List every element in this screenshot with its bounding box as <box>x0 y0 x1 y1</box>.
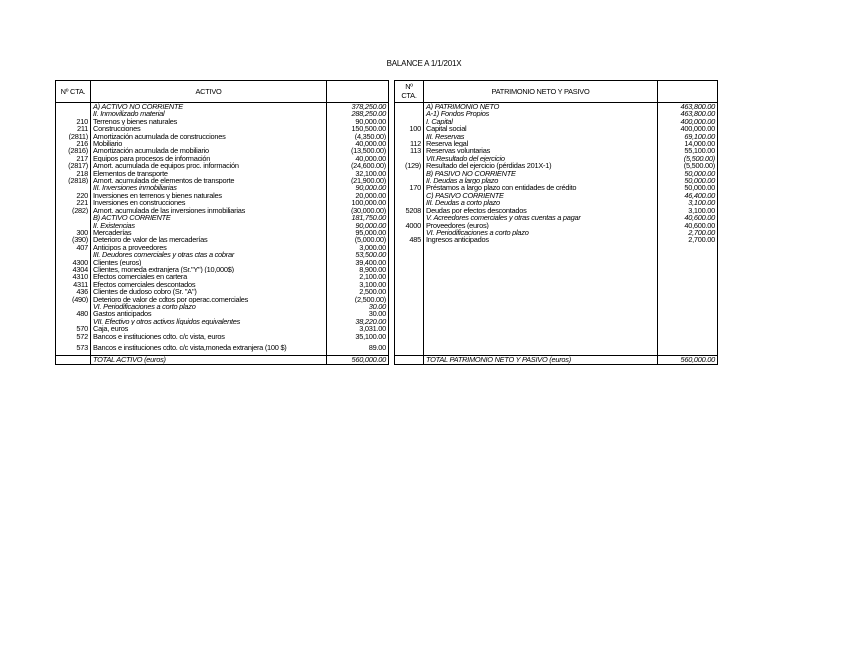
pasivo-amount <box>658 310 718 317</box>
activo-description: Clientes (euros) <box>91 259 327 266</box>
account-number-left <box>56 110 91 117</box>
activo-amount: 39,400.00 <box>327 259 389 266</box>
pasivo-description <box>424 251 658 258</box>
account-number-left <box>56 251 91 258</box>
account-number-right <box>395 333 424 340</box>
activo-amount: (13,500.00) <box>327 147 389 154</box>
pasivo-amount: 3,100.00 <box>658 199 718 206</box>
activo-description: Gastos anticipados <box>91 310 327 317</box>
pasivo-amount: 463,800.00 <box>658 103 718 111</box>
pasivo-description <box>424 288 658 295</box>
activo-description: Bancos e instituciones cdto. c/c vista,moneda extranjera (100 $) <box>91 340 327 356</box>
table-row <box>56 281 718 288</box>
total-activo-label: TOTAL ACTIVO (euros) <box>91 356 327 365</box>
pasivo-amount <box>658 273 718 280</box>
account-number-right <box>395 296 424 303</box>
header-pasivo: PATRIMONIO NETO Y PASIVO <box>424 81 658 103</box>
activo-description: Terrenos y bienes naturales <box>91 118 327 125</box>
activo-description: Inversiones en terrenos y bienes naturales <box>91 192 327 199</box>
activo-description: Caja, euros <box>91 325 327 332</box>
pasivo-amount: 40,600.00 <box>658 222 718 229</box>
pasivo-description: Resultado del ejercicio (pérdidas 201X-1) <box>424 162 658 169</box>
activo-amount: 3,100.00 <box>327 281 389 288</box>
activo-description: Amort. acumulada de las inversiones inmobiliarias <box>91 207 327 214</box>
pasivo-amount <box>658 325 718 332</box>
pasivo-amount: (5,500.00) <box>658 162 718 169</box>
account-number-right <box>395 133 424 140</box>
account-number-left <box>56 103 91 111</box>
table-row <box>56 177 718 184</box>
pasivo-amount: 2,700.00 <box>658 229 718 236</box>
table-row <box>56 207 718 214</box>
pasivo-description <box>424 310 658 317</box>
account-number-left: 480 <box>56 310 91 317</box>
pasivo-description: II. Deudas a largo plazo <box>424 177 658 184</box>
table-row <box>56 214 718 221</box>
activo-description: Bancos e instituciones cdto. c/c vista, euros <box>91 333 327 340</box>
activo-description: Elementos de transporte <box>91 170 327 177</box>
account-number-right <box>395 199 424 206</box>
pasivo-amount <box>658 340 718 356</box>
pasivo-description <box>424 259 658 266</box>
activo-description: Amortización acumulada de construcciones <box>91 133 327 140</box>
account-number-left: 217 <box>56 155 91 162</box>
activo-amount: (2,500.00) <box>327 296 389 303</box>
pasivo-amount <box>658 296 718 303</box>
table-row <box>56 310 718 317</box>
account-number-right <box>395 281 424 288</box>
account-number-left: (390) <box>56 236 91 243</box>
account-number-left: 407 <box>56 244 91 251</box>
pasivo-description: Proveedores (euros) <box>424 222 658 229</box>
activo-amount: 90,000.00 <box>327 184 389 191</box>
activo-amount: 181,750.00 <box>327 214 389 221</box>
account-number-left: 4300 <box>56 259 91 266</box>
account-number-left <box>56 222 91 229</box>
table-row <box>56 266 718 273</box>
table-row <box>56 288 718 295</box>
activo-amount: (5,000.00) <box>327 236 389 243</box>
pasivo-description: Reservas voluntarias <box>424 147 658 154</box>
account-number-right: 170 <box>395 184 424 191</box>
account-number-left: 221 <box>56 199 91 206</box>
header-activo: ACTIVO <box>91 81 327 103</box>
table-row <box>56 184 718 191</box>
pasivo-amount: 50,000.00 <box>658 177 718 184</box>
table-row <box>56 125 718 132</box>
table-row <box>56 333 718 340</box>
account-number-right <box>395 177 424 184</box>
account-number-right: 5208 <box>395 207 424 214</box>
account-number-left <box>56 184 91 191</box>
account-number-right: 485 <box>395 236 424 243</box>
pasivo-description: V. Acreedores comerciales y otras cuentas a pagar <box>424 214 658 221</box>
account-number-left: (2816) <box>56 147 91 154</box>
table-row <box>56 199 718 206</box>
account-number-left: (2817) <box>56 162 91 169</box>
activo-amount: 32,100.00 <box>327 170 389 177</box>
activo-description: Amortización acumulada de mobiliario <box>91 147 327 154</box>
total-pasivo-label: TOTAL PATRIMONIO NETO Y PASIVO (euros) <box>424 356 658 365</box>
activo-amount: 3,000.00 <box>327 244 389 251</box>
account-number-left: 436 <box>56 288 91 295</box>
activo-amount: 3,031.00 <box>327 325 389 332</box>
account-number-left: 4311 <box>56 281 91 288</box>
activo-amount: 30.00 <box>327 303 389 310</box>
account-number-right <box>395 288 424 295</box>
account-number-right <box>395 244 424 251</box>
table-row <box>56 318 718 325</box>
pasivo-amount <box>658 333 718 340</box>
balance-sheet <box>55 80 718 365</box>
pasivo-description <box>424 266 658 273</box>
pasivo-description <box>424 281 658 288</box>
header-cta-right: Nº CTA. <box>395 81 424 103</box>
activo-description: Deterioro de valor de cdtos por operac.comerciales <box>91 296 327 303</box>
table-row <box>56 244 718 251</box>
account-number-left <box>56 318 91 325</box>
account-number-right: 100 <box>395 125 424 132</box>
activo-description: Amort. acumulada de equipos proc. información <box>91 162 327 169</box>
activo-amount: 378,250.00 <box>327 103 389 111</box>
activo-description: B) ACTIVO CORRIENTE <box>91 214 327 221</box>
account-number-right <box>395 259 424 266</box>
pasivo-description: Ingresos anticipados <box>424 236 658 243</box>
table-row <box>56 170 718 177</box>
account-number-right <box>395 273 424 280</box>
activo-amount: (30,000.00) <box>327 207 389 214</box>
table-row <box>56 229 718 236</box>
activo-description: II. Inmovilizado material <box>91 110 327 117</box>
table-row <box>56 147 718 154</box>
activo-amount: 35,100.00 <box>327 333 389 340</box>
header-activo-amount <box>327 81 389 103</box>
activo-description: VI. Periodificaciones a corto plazo <box>91 303 327 310</box>
account-number-right <box>395 266 424 273</box>
table-row <box>56 251 718 258</box>
activo-description: Efectos comerciales descontados <box>91 281 327 288</box>
pasivo-amount <box>658 303 718 310</box>
pasivo-description: Capital social <box>424 125 658 132</box>
account-number-right: (129) <box>395 162 424 169</box>
activo-description: Amort. acumulada de elementos de transporte <box>91 177 327 184</box>
pasivo-description: III. Deudas a corto plazo <box>424 199 658 206</box>
pasivo-description <box>424 303 658 310</box>
account-number-right <box>395 110 424 117</box>
activo-description: Construcciones <box>91 125 327 132</box>
activo-amount: 40,000.00 <box>327 140 389 147</box>
activo-description: Clientes, moneda extranjera (Sr."Y") (10,000$) <box>91 266 327 273</box>
pasivo-amount <box>658 318 718 325</box>
account-number-right <box>395 214 424 221</box>
total-pasivo-value: 560,000.00 <box>658 356 718 365</box>
activo-description: III. Deudores comerciales y otras ctas a cobrar <box>91 251 327 258</box>
account-number-right <box>395 340 424 356</box>
pasivo-amount: 69,100.00 <box>658 133 718 140</box>
account-number-right <box>395 103 424 111</box>
account-number-left: 218 <box>56 170 91 177</box>
table-row <box>56 236 718 243</box>
activo-description: Deterioro de valor de las mercaderías <box>91 236 327 243</box>
pasivo-amount <box>658 281 718 288</box>
activo-amount: 38,220.00 <box>327 318 389 325</box>
pasivo-amount: (5,500.00) <box>658 155 718 162</box>
account-number-right: 113 <box>395 147 424 154</box>
header-pasivo-amount <box>658 81 718 103</box>
account-number-right <box>395 118 424 125</box>
page-title: BALANCE A 1/1/201X <box>386 59 462 68</box>
pasivo-description: Préstamos a largo plazo con entidades de crédito <box>424 184 658 191</box>
pasivo-amount: 400,000.00 <box>658 118 718 125</box>
pasivo-description: III. Reservas <box>424 133 658 140</box>
table-row <box>56 340 718 356</box>
pasivo-description: A-1) Fondos Propios <box>424 110 658 117</box>
activo-amount: 95,000.00 <box>327 229 389 236</box>
account-number-right: 112 <box>395 140 424 147</box>
account-number-left: (490) <box>56 296 91 303</box>
pasivo-amount <box>658 266 718 273</box>
account-number-right: 4000 <box>395 222 424 229</box>
table-row <box>56 273 718 280</box>
account-number-left: 4304 <box>56 266 91 273</box>
pasivo-description: VI. Periodificaciones a corto plazo <box>424 229 658 236</box>
table-row <box>56 259 718 266</box>
pasivo-description <box>424 318 658 325</box>
activo-description: A) ACTIVO NO CORRIENTE <box>91 103 327 111</box>
activo-amount: (24,600.00) <box>327 162 389 169</box>
activo-amount: 53,500.00 <box>327 251 389 258</box>
activo-description: Mobiliario <box>91 140 327 147</box>
account-number-left: 4310 <box>56 273 91 280</box>
activo-amount: (21,900.00) <box>327 177 389 184</box>
account-number-left <box>56 214 91 221</box>
table-row <box>56 118 718 125</box>
account-number-right <box>395 318 424 325</box>
account-number-right <box>395 303 424 310</box>
table-row <box>56 222 718 229</box>
account-number-left: 220 <box>56 192 91 199</box>
pasivo-description <box>424 273 658 280</box>
header-cta-left: Nº CTA. <box>56 81 91 103</box>
pasivo-amount: 400,000.00 <box>658 125 718 132</box>
pasivo-amount: 463,800.00 <box>658 110 718 117</box>
pasivo-description <box>424 244 658 251</box>
activo-amount: 100,000.00 <box>327 199 389 206</box>
balance-rows <box>56 103 718 356</box>
pasivo-amount <box>658 259 718 266</box>
activo-amount: 150,500.00 <box>327 125 389 132</box>
activo-description: Efectos comerciales en cartera <box>91 273 327 280</box>
pasivo-amount: 2,700.00 <box>658 236 718 243</box>
table-row <box>56 110 718 117</box>
activo-description: Clientes de dudoso cobro (Sr. "A") <box>91 288 327 295</box>
activo-amount: 40,000.00 <box>327 155 389 162</box>
pasivo-amount: 14,000.00 <box>658 140 718 147</box>
account-number-left: 210 <box>56 118 91 125</box>
account-number-right <box>395 155 424 162</box>
activo-amount: 2,500.00 <box>327 288 389 295</box>
total-activo-value: 560,000.00 <box>327 356 389 365</box>
pasivo-description: I. Capital <box>424 118 658 125</box>
activo-amount: 89.00 <box>327 340 389 356</box>
activo-amount: (4,350.00) <box>327 133 389 140</box>
account-number-left: 573 <box>56 340 91 356</box>
activo-description: III. Inversiones inmobiliarias <box>91 184 327 191</box>
activo-amount: 90,000.00 <box>327 118 389 125</box>
account-number-left: 216 <box>56 140 91 147</box>
table-row <box>56 155 718 162</box>
table-row <box>56 303 718 310</box>
account-number-left: 570 <box>56 325 91 332</box>
activo-description: II. Existencias <box>91 222 327 229</box>
pasivo-description <box>424 333 658 340</box>
activo-amount: 8,900.00 <box>327 266 389 273</box>
pasivo-amount: 50,000.00 <box>658 170 718 177</box>
pasivo-amount <box>658 251 718 258</box>
table-row <box>56 140 718 147</box>
pasivo-amount: 55,100.00 <box>658 147 718 154</box>
pasivo-description: C) PASIVO CORRIENTE <box>424 192 658 199</box>
pasivo-description <box>424 340 658 356</box>
pasivo-amount: 50,000.00 <box>658 184 718 191</box>
account-number-left: 211 <box>56 125 91 132</box>
account-number-left: 300 <box>56 229 91 236</box>
pasivo-description: VII.Resultado del ejercicio <box>424 155 658 162</box>
pasivo-amount: 3,100.00 <box>658 207 718 214</box>
pasivo-amount: 46,400.00 <box>658 192 718 199</box>
account-number-left <box>56 303 91 310</box>
account-number-right <box>395 229 424 236</box>
activo-description: VII. Efectivo y otros activos líquidos equivalentes <box>91 318 327 325</box>
table-row <box>56 162 718 169</box>
balance-table <box>55 80 718 365</box>
activo-amount: 20,000.00 <box>327 192 389 199</box>
account-number-right <box>395 325 424 332</box>
account-number-left: (2811) <box>56 133 91 140</box>
account-number-left: 572 <box>56 333 91 340</box>
totals-row <box>56 356 718 365</box>
table-row <box>56 325 718 332</box>
pasivo-description <box>424 296 658 303</box>
account-number-right <box>395 310 424 317</box>
pasivo-amount <box>658 244 718 251</box>
activo-amount: 288,250.00 <box>327 110 389 117</box>
activo-amount: 90,000.00 <box>327 222 389 229</box>
pasivo-description: Deudas por efectos descontados <box>424 207 658 214</box>
activo-description: Anticipos a proveedores <box>91 244 327 251</box>
activo-amount: 2,100.00 <box>327 273 389 280</box>
table-row <box>56 296 718 303</box>
account-number-left: (2818) <box>56 177 91 184</box>
pasivo-description: B) PASIVO NO CORRIENTE <box>424 170 658 177</box>
table-row <box>56 192 718 199</box>
account-number-right <box>395 251 424 258</box>
account-number-right <box>395 192 424 199</box>
account-number-right <box>395 170 424 177</box>
account-number-left: (282) <box>56 207 91 214</box>
pasivo-amount <box>658 288 718 295</box>
table-row <box>56 133 718 140</box>
activo-description: Mercaderías <box>91 229 327 236</box>
activo-description: Inversiones en construcciones <box>91 199 327 206</box>
pasivo-description: Reserva legal <box>424 140 658 147</box>
table-row <box>56 103 718 111</box>
pasivo-description: A) PATRIMONIO NETO <box>424 103 658 111</box>
activo-description: Equipos para procesos de información <box>91 155 327 162</box>
activo-amount: 30.00 <box>327 310 389 317</box>
pasivo-description <box>424 325 658 332</box>
pasivo-amount: 40,600.00 <box>658 214 718 221</box>
